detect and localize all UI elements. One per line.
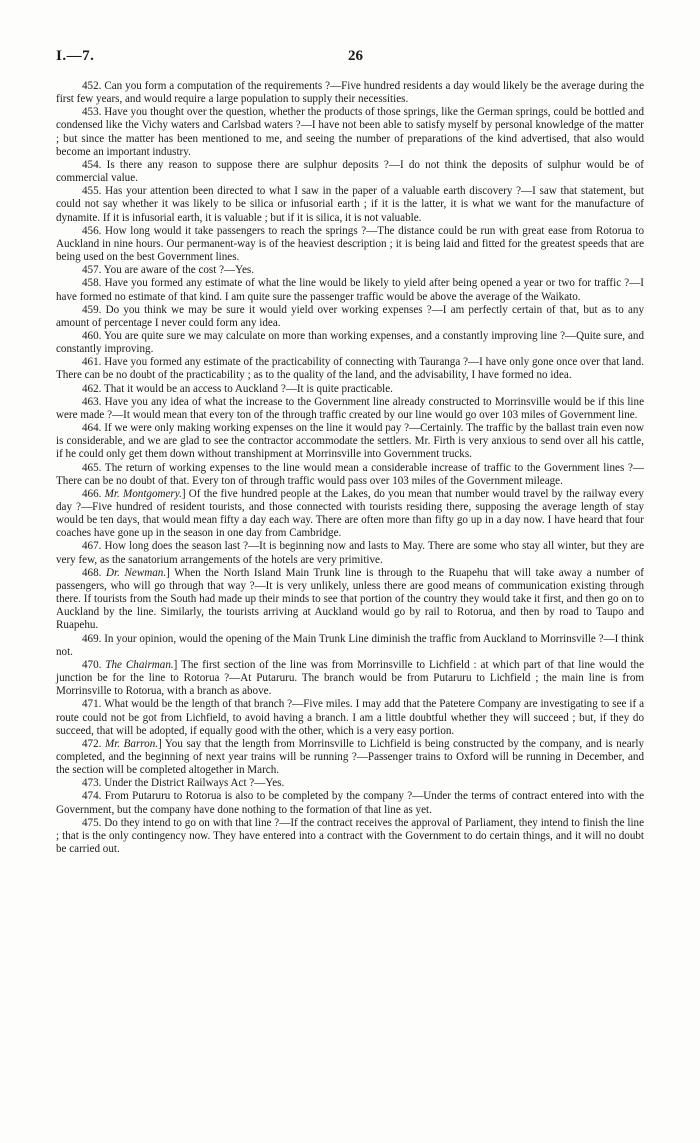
speaker-name: The Chairman. [105,658,174,671]
question-paragraph-471: 471. What would be the length of that branch ?—Five miles. I may add that the Patetere Company are investigating to see if a route could not be got from Lichfield, to avoid having a branch. I am a little doubtful whether they will succeed ; but, if they do succeed, that will be adopted, if equally good with the other, which is a very easy portion. [56,698,644,737]
question-paragraph-472 [56,738,644,777]
speaker-name: Mr. Montgomery. [104,487,182,500]
question-text: ] Of the five hundred people at the Lakes, do you mean that number would travel by the railway every day ?—Five hundred of resident tourists, and those connected with tourists residing there, supposing the average length of stay would be ten days, that would mean fifty a day each way. There are often more than fifty go up in a day now. I have heard that four coaches have gone up in the season in one day from Cambridge. [56,487,644,540]
question-paragraph-455: 455. Has your attention been directed to what I saw in the paper of a valuable earth discovery ?—I saw that statement, but could not say whether it was likely to be silica or infusorial earth ; if it is the latter, it is what we want for the manufacture of dynamite. If it is infusorial earth, it is valuable ; but if it is silica, it is not valuable. [56,185,644,224]
question-paragraph-453: 453. Have you thought over the question, whether the products of those springs, like the German springs, could be bottled and condensed like the Vichy waters and Carlsbad waters ?—I have not been able to satisfy myself by personal knowledge of the matter ; but since the matter has been mentioned to me, and seeing the number of preparations of the kind advertised, that also would become an important industry. [56,106,644,158]
question-paragraph-474: 474. From Putaruru to Rotorua is also to be completed by the company ?—Under the terms of contract entered into with the Government, but the company have done nothing to the formation of that line as yet. [56,790,644,816]
question-number: 466. [82,487,102,500]
minutes-of-evidence [56,80,644,856]
question-paragraph-452: 452. Can you form a computation of the requirements ?—Five hundred residents a day would likely be the average during the first few years, and would require a large population to supply their necessities. [56,80,644,106]
question-paragraph-463: 463. Have you any idea of what the increase to the Government line already constructed to Morrinsville would be if this line were made ?—It would mean that every ton of the through traffic created by our line would go over 103 miles of Government line. [56,395,644,421]
question-number: 468. [82,566,102,579]
question-paragraph-457: 457. You are aware of the cost ?—Yes. [82,264,255,277]
question-text: ] The first section of the line was from Morrinsville to Lichfield : at which part of that line would the junction be for the line to Rotorua ?—At Putaruru. The branch would be from Putaruru to Lichfield ; the main line is from Morrinsville to Rotorua, with a branch as above. [56,658,645,698]
question-paragraph-475: 475. Do they intend to go on with that line ?—If the contract receives the approval of Parliament, they intend to finish the line ; that is the only contingency now. They have entered into a contract with the Government to do certain things, and it will no doubt be carried out. [56,816,644,856]
question-paragraph-470 [56,659,644,698]
question-paragraph-469: 469. In your opinion, would the opening of the Main Trunk Line diminish the traffic from Auckland to Morrinsville ?—I think not. [56,632,644,658]
question-paragraph-462: 462. That it would be an access to Auckland ?—It is quite practicable. [82,382,393,395]
question-paragraph-454: 454. Is there any reason to suppose there are sulphur deposits ?—I do not think the deposits of sulphur would be of commercial value. [56,158,644,185]
question-paragraph-458: 458. Have you formed any estimate of what the line would be likely to yield after being opened a year or two for traffic ?—I have formed no estimate of that kind. I am quite sure the passenger traffic would be above the average of the Waikato. [56,277,644,303]
question-paragraph-456: 456. How long would it take passengers to reach the springs ?—The distance could be run with great ease from Rotorua to Auckland in nine hours. Our permanent-way is of the heaviest description ; it is being laid and fitted for the greatest speeds that are being used on the best Government lines. [56,224,644,264]
question-text: ] You say that the length from Morrinsville to Lichfield is being constructed by the company, and is nearly completed, and the beginning of next year trains will be running ?—Passenger trains to Oxford will be running in December, and the section will be completed altogether in March. [56,737,644,777]
page-number: 26 [348,48,363,64]
question-paragraph-464: 464. If we were only making working expenses on the line it would pay ?—Certainly. The traffic by the ballast train even now is considerable, and we are glad to see the contractor accommodate the settlers. Mr. Firth is very anxious to send over all his cattle, if he could only get them down without transhipment at Morrinsville into Government trucks. [56,422,644,461]
speaker-name: Dr. Newman. [106,566,167,579]
question-paragraph-466 [56,488,644,541]
question-paragraph-461: 461. Have you formed any estimate of the practicability of connecting with Tauranga ?—I have only gone once over that land. There can be no doubt of the practicability ; as to the quality of the land, and the advisability, I have formed no idea. [56,356,644,382]
question-number: 472. [82,737,102,750]
question-number: 470. [82,658,102,671]
question-paragraph-460: 460. You are quite sure we may calculate on more than working expenses, and a constantly improving line ?—Quite sure, and constantly improving. [56,329,644,356]
question-text: ] When the North Island Main Trunk line is through to the Ruapehu that will take away a number of passengers, who will go through that way ?—It is very unlikely, unless there are good means of communication existing through there. If tourists from the South had made up their minds to see that portion of the country they would take it first, and then go on to Auckland by the line. Similarly, the tourists arriving at Auckland would go by rail to Rotorua, and then by road to Taupo and Ruapehu. [56,566,644,632]
question-paragraph-473: 473. Under the District Railways Act ?—Yes. [82,777,285,790]
question-paragraph-468 [56,567,644,633]
question-paragraph-459: 459. Do you think we may be sure it would yield over working expenses ?—I am perfectly certain of that, but as to any amount of percentage I never could form any idea. [56,303,644,329]
question-paragraph-467: 467. How long does the season last ?—It is beginning now and lasts to May. There are some who stay all winter, but they are very few, as the sanatorium arrangements of the hotels are very primitive. [56,540,644,566]
speaker-name: Mr. Barron. [104,737,159,750]
question-paragraph-465: 465. The return of working expenses to the line would mean a considerable increase of traffic to the Government lines ?—There can be no doubt of that. Every ton of through traffic would pass over 103 miles of the Government mileage. [56,461,644,487]
page-header [56,48,646,68]
paper-reference: I.—7. [56,48,95,64]
